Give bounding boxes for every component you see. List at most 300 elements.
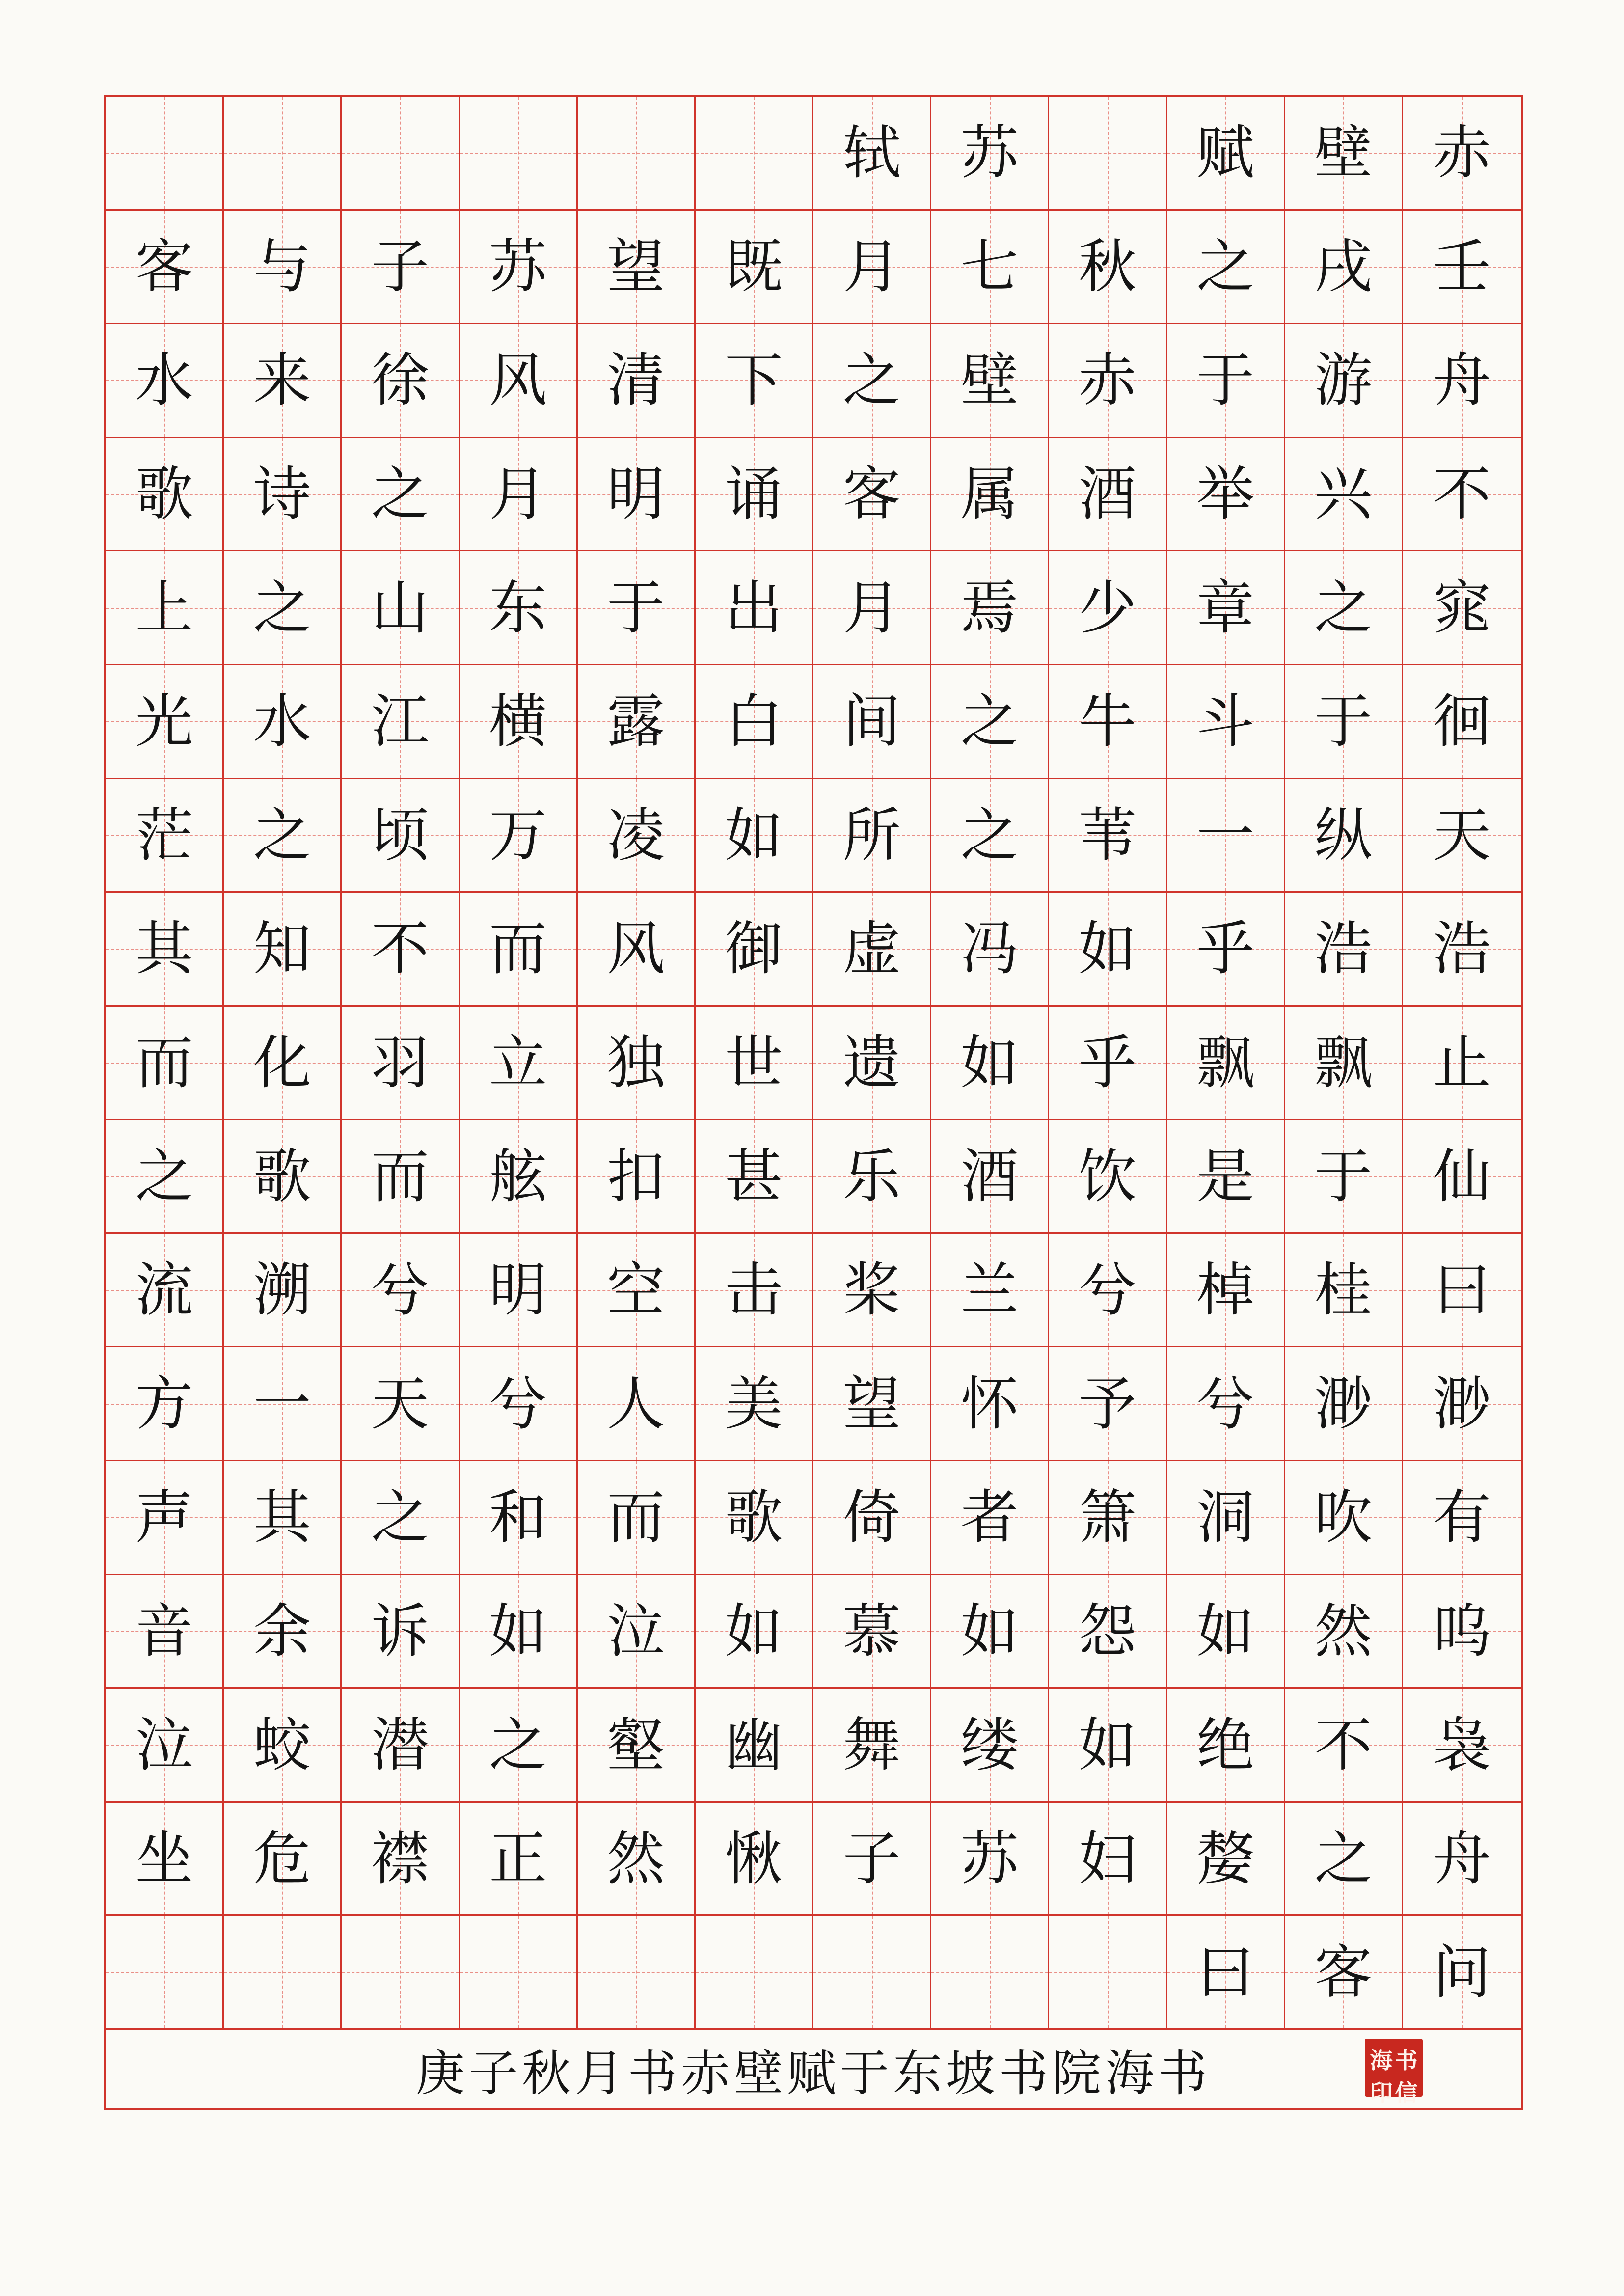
grid-cell bbox=[931, 893, 1049, 1007]
seal-char: 书 bbox=[1395, 2047, 1418, 2074]
grid-cell bbox=[1049, 1007, 1167, 1121]
grid-cell bbox=[578, 1007, 696, 1121]
character: 客 bbox=[135, 232, 193, 301]
character: 溯 bbox=[253, 1256, 311, 1324]
grid-cell bbox=[1403, 1689, 1521, 1803]
grid-cell bbox=[1167, 779, 1285, 893]
character: 洞 bbox=[1196, 1483, 1255, 1552]
grid-cell bbox=[1049, 97, 1167, 211]
grid-cell bbox=[342, 1234, 460, 1348]
character: 渺 bbox=[1314, 1369, 1373, 1438]
grid-cell bbox=[1167, 665, 1285, 779]
grid-cell bbox=[460, 1461, 578, 1575]
grid-cell bbox=[696, 1575, 813, 1689]
grid-cell bbox=[1049, 211, 1167, 325]
character: 泣 bbox=[135, 1711, 193, 1779]
grid-cell bbox=[931, 1120, 1049, 1234]
grid-cell bbox=[813, 97, 931, 211]
character: 正 bbox=[489, 1825, 547, 1893]
character: 余 bbox=[253, 1597, 311, 1665]
character: 于 bbox=[607, 574, 665, 642]
character: 苏 bbox=[960, 1825, 1019, 1893]
character: 而 bbox=[371, 1142, 429, 1210]
character: 斗 bbox=[1196, 687, 1255, 756]
character: 曰 bbox=[1196, 1938, 1255, 2006]
grid-cell bbox=[224, 1575, 342, 1689]
grid-cell bbox=[696, 1007, 813, 1121]
grid-cell bbox=[460, 211, 578, 325]
grid-cell bbox=[224, 1803, 342, 1916]
grid-cell bbox=[106, 779, 224, 893]
character: 人 bbox=[607, 1369, 665, 1438]
grid-cell bbox=[1167, 1007, 1285, 1121]
grid-cell bbox=[1049, 1916, 1167, 2030]
grid-cell bbox=[1049, 324, 1167, 438]
grid-cell bbox=[1049, 893, 1167, 1007]
grid-cell bbox=[1285, 1347, 1403, 1461]
grid-cell bbox=[1403, 1575, 1521, 1689]
character: 冯 bbox=[960, 915, 1019, 983]
character: 乎 bbox=[1196, 915, 1255, 983]
grid-cell bbox=[813, 324, 931, 438]
character: 绝 bbox=[1196, 1711, 1255, 1779]
character: 襟 bbox=[371, 1825, 429, 1893]
grid-cell bbox=[224, 893, 342, 1007]
grid-cell bbox=[578, 1234, 696, 1348]
seal-char: 信 bbox=[1395, 2079, 1418, 2106]
inscription-row bbox=[106, 2030, 1521, 2108]
character: 于 bbox=[1314, 1142, 1373, 1210]
grid-cell bbox=[460, 1575, 578, 1689]
character: 缕 bbox=[960, 1711, 1019, 1779]
character: 如 bbox=[725, 801, 783, 869]
character: 桨 bbox=[842, 1256, 901, 1324]
grid-cell bbox=[224, 1347, 342, 1461]
character: 妇 bbox=[1078, 1825, 1137, 1893]
grid-cell bbox=[1403, 1120, 1521, 1234]
character: 潜 bbox=[371, 1711, 429, 1779]
character: 而 bbox=[607, 1483, 665, 1552]
character: 箫 bbox=[1078, 1483, 1137, 1552]
character: 倚 bbox=[842, 1483, 901, 1552]
character: 之 bbox=[253, 574, 311, 642]
grid-cell bbox=[106, 324, 224, 438]
grid-cell bbox=[1049, 551, 1167, 665]
grid-cell bbox=[1167, 1347, 1285, 1461]
grid-cell bbox=[931, 1689, 1049, 1803]
grid-cell bbox=[224, 1461, 342, 1575]
grid-cell bbox=[813, 1120, 931, 1234]
grid-cell bbox=[578, 1575, 696, 1689]
grid-cell bbox=[1285, 1461, 1403, 1575]
character: 而 bbox=[489, 915, 547, 983]
character: 蛟 bbox=[253, 1711, 311, 1779]
character: 如 bbox=[960, 1597, 1019, 1665]
grid-cell bbox=[931, 1347, 1049, 1461]
character: 兮 bbox=[371, 1256, 429, 1324]
grid-cell bbox=[696, 1347, 813, 1461]
character: 独 bbox=[607, 1028, 665, 1096]
character: 天 bbox=[1433, 801, 1491, 869]
grid-cell bbox=[342, 97, 460, 211]
grid-cell bbox=[1403, 665, 1521, 779]
seal-char: 海 bbox=[1370, 2047, 1393, 2074]
grid-cell bbox=[813, 1461, 931, 1575]
grid-cell bbox=[1049, 1803, 1167, 1916]
grid-cell bbox=[224, 1120, 342, 1234]
grid-cell bbox=[224, 97, 342, 211]
grid-cell bbox=[106, 1575, 224, 1689]
character: 之 bbox=[960, 801, 1019, 869]
character: 舟 bbox=[1433, 346, 1491, 414]
character: 凌 bbox=[607, 801, 665, 869]
character: 焉 bbox=[960, 574, 1019, 642]
grid-cell bbox=[224, 1916, 342, 2030]
character: 舟 bbox=[1433, 1825, 1491, 1893]
character: 浩 bbox=[1314, 915, 1373, 983]
character: 江 bbox=[371, 687, 429, 756]
character: 苇 bbox=[1078, 801, 1137, 869]
grid-cell bbox=[931, 1575, 1049, 1689]
character: 赋 bbox=[1196, 119, 1255, 187]
character: 之 bbox=[489, 1711, 547, 1779]
character: 秋 bbox=[1078, 232, 1137, 301]
character: 之 bbox=[135, 1142, 193, 1210]
character: 流 bbox=[135, 1256, 193, 1324]
grid-cell bbox=[1049, 1575, 1167, 1689]
grid-cell bbox=[1403, 1916, 1521, 2030]
character: 怨 bbox=[1078, 1597, 1137, 1665]
grid-cell bbox=[342, 665, 460, 779]
character: 乐 bbox=[842, 1142, 901, 1210]
grid-cell bbox=[224, 1689, 342, 1803]
grid-cell bbox=[578, 1803, 696, 1916]
grid-cell bbox=[1049, 1689, 1167, 1803]
grid-cell bbox=[460, 893, 578, 1007]
character: 兴 bbox=[1314, 460, 1373, 528]
grid-cell bbox=[1167, 893, 1285, 1007]
grid-cell bbox=[224, 1007, 342, 1121]
grid-cell bbox=[1049, 438, 1167, 552]
grid-cell bbox=[460, 779, 578, 893]
character: 所 bbox=[842, 801, 901, 869]
character: 甚 bbox=[725, 1142, 783, 1210]
character: 赤 bbox=[1078, 346, 1137, 414]
red-seal-stamp bbox=[1365, 2039, 1423, 2106]
character: 客 bbox=[842, 460, 901, 528]
character: 危 bbox=[253, 1825, 311, 1893]
grid-cell bbox=[813, 1234, 931, 1348]
character: 问 bbox=[1433, 1938, 1491, 2006]
grid-cell bbox=[931, 1234, 1049, 1348]
character: 赤 bbox=[1433, 119, 1491, 187]
grid-cell bbox=[1167, 1120, 1285, 1234]
grid-cell bbox=[1403, 893, 1521, 1007]
character: 壁 bbox=[1314, 119, 1373, 187]
character: 子 bbox=[371, 232, 429, 301]
character: 慕 bbox=[842, 1597, 901, 1665]
grid-cell bbox=[1403, 438, 1521, 552]
grid-cell bbox=[696, 1120, 813, 1234]
grid-cell bbox=[931, 438, 1049, 552]
grid-cell bbox=[342, 438, 460, 552]
grid-cell bbox=[813, 438, 931, 552]
character: 章 bbox=[1196, 574, 1255, 642]
character: 饮 bbox=[1078, 1142, 1137, 1210]
character: 之 bbox=[371, 460, 429, 528]
grid-cell bbox=[931, 97, 1049, 211]
grid-cell bbox=[1049, 665, 1167, 779]
character: 舞 bbox=[842, 1711, 901, 1779]
character: 羽 bbox=[371, 1028, 429, 1096]
grid-cell bbox=[696, 1689, 813, 1803]
grid-cell bbox=[813, 1007, 931, 1121]
grid-cell bbox=[224, 1234, 342, 1348]
grid-cell bbox=[460, 1916, 578, 2030]
grid-cell bbox=[460, 1234, 578, 1348]
grid-cell bbox=[106, 893, 224, 1007]
character: 乎 bbox=[1078, 1028, 1137, 1096]
character: 其 bbox=[135, 915, 193, 983]
character: 月 bbox=[842, 232, 901, 301]
character: 击 bbox=[725, 1256, 783, 1324]
character: 露 bbox=[607, 687, 665, 756]
character: 化 bbox=[253, 1028, 311, 1096]
character: 嫠 bbox=[1196, 1825, 1255, 1893]
grid-cell bbox=[106, 438, 224, 552]
grid-cell bbox=[813, 1803, 931, 1916]
grid-cell bbox=[460, 324, 578, 438]
grid-cell bbox=[1167, 1461, 1285, 1575]
grid-cell bbox=[342, 1347, 460, 1461]
grid-cell bbox=[1167, 1234, 1285, 1348]
grid-cell bbox=[1167, 1803, 1285, 1916]
character: 月 bbox=[489, 460, 547, 528]
grid-cell bbox=[1049, 1347, 1167, 1461]
grid-cell bbox=[696, 1461, 813, 1575]
character: 徐 bbox=[371, 346, 429, 414]
character: 止 bbox=[1433, 1028, 1491, 1096]
character: 如 bbox=[1078, 1711, 1137, 1779]
grid-cell bbox=[342, 551, 460, 665]
character: 而 bbox=[135, 1028, 193, 1096]
grid-cell bbox=[696, 665, 813, 779]
grid-cell bbox=[1167, 211, 1285, 325]
grid-cell bbox=[342, 1575, 460, 1689]
grid-cell bbox=[106, 1007, 224, 1121]
grid-cell bbox=[224, 665, 342, 779]
character: 桂 bbox=[1314, 1256, 1373, 1324]
character: 七 bbox=[960, 232, 1019, 301]
character: 酒 bbox=[1078, 460, 1137, 528]
grid-cell bbox=[106, 665, 224, 779]
grid-cell bbox=[1285, 1575, 1403, 1689]
character: 如 bbox=[489, 1597, 547, 1665]
grid-cell bbox=[696, 893, 813, 1007]
character: 壑 bbox=[607, 1711, 665, 1779]
character: 顷 bbox=[371, 801, 429, 869]
character: 兮 bbox=[1078, 1256, 1137, 1324]
grid-cell bbox=[1167, 324, 1285, 438]
grid-cell bbox=[1403, 1347, 1521, 1461]
grid-cell bbox=[1403, 97, 1521, 211]
grid-cell bbox=[1285, 438, 1403, 552]
inscription-text: 庚子秋月书赤壁赋于东坡书院海书 bbox=[416, 2044, 1211, 2102]
grid-cell bbox=[578, 324, 696, 438]
grid-cell bbox=[460, 1803, 578, 1916]
grid-cell bbox=[224, 551, 342, 665]
seal-char: 印 bbox=[1370, 2079, 1393, 2106]
grid-cell bbox=[813, 665, 931, 779]
character: 歌 bbox=[253, 1142, 311, 1210]
character: 幽 bbox=[725, 1711, 783, 1779]
grid-cell bbox=[931, 1461, 1049, 1575]
character: 月 bbox=[842, 574, 901, 642]
character: 天 bbox=[371, 1369, 429, 1438]
grid-cell bbox=[460, 665, 578, 779]
grid-cell bbox=[1049, 779, 1167, 893]
character: 仙 bbox=[1433, 1142, 1491, 1210]
grid-cell bbox=[224, 779, 342, 893]
character: 者 bbox=[960, 1483, 1019, 1552]
character: 之 bbox=[371, 1483, 429, 1552]
grid-cell bbox=[1403, 1007, 1521, 1121]
character: 少 bbox=[1078, 574, 1137, 642]
grid-cell bbox=[1285, 1689, 1403, 1803]
character: 之 bbox=[1196, 232, 1255, 301]
grid-cell bbox=[106, 97, 224, 211]
grid-cell bbox=[578, 779, 696, 893]
grid-cell bbox=[931, 551, 1049, 665]
character: 与 bbox=[253, 232, 311, 301]
grid-cell bbox=[106, 1347, 224, 1461]
grid-cell bbox=[1403, 1234, 1521, 1348]
grid-cell bbox=[460, 1689, 578, 1803]
character: 客 bbox=[1314, 1938, 1373, 2006]
grid-cell bbox=[696, 1803, 813, 1916]
grid-cell bbox=[1049, 1461, 1167, 1575]
character: 然 bbox=[607, 1825, 665, 1893]
grid-cell bbox=[1403, 1803, 1521, 1916]
character: 水 bbox=[253, 687, 311, 756]
character: 予 bbox=[1078, 1369, 1137, 1438]
character: 愀 bbox=[725, 1825, 783, 1893]
grid-cell bbox=[813, 779, 931, 893]
character: 音 bbox=[135, 1597, 193, 1665]
character: 茫 bbox=[135, 801, 193, 869]
character: 望 bbox=[607, 232, 665, 301]
character: 既 bbox=[725, 232, 783, 301]
grid-cell bbox=[460, 1007, 578, 1121]
character: 苏 bbox=[489, 232, 547, 301]
grid-cell bbox=[578, 665, 696, 779]
grid-cell bbox=[1285, 779, 1403, 893]
grid-cell bbox=[931, 665, 1049, 779]
grid-cell bbox=[224, 211, 342, 325]
grid-cell bbox=[1167, 1689, 1285, 1803]
character: 一 bbox=[1196, 801, 1255, 869]
character: 知 bbox=[253, 915, 311, 983]
character: 风 bbox=[607, 915, 665, 983]
grid-cell bbox=[1285, 893, 1403, 1007]
character: 御 bbox=[725, 915, 783, 983]
grid-cell bbox=[696, 324, 813, 438]
grid-cell bbox=[578, 551, 696, 665]
character: 来 bbox=[253, 346, 311, 414]
character: 坐 bbox=[135, 1825, 193, 1893]
character: 诵 bbox=[725, 460, 783, 528]
character: 诗 bbox=[253, 460, 311, 528]
character: 如 bbox=[1078, 915, 1137, 983]
grid-cell bbox=[578, 893, 696, 1007]
grid-cell bbox=[342, 1803, 460, 1916]
character: 水 bbox=[135, 346, 193, 414]
character: 酒 bbox=[960, 1142, 1019, 1210]
grid-cell bbox=[1167, 438, 1285, 552]
character: 牛 bbox=[1078, 687, 1137, 756]
grid-cell bbox=[224, 438, 342, 552]
character: 白 bbox=[725, 687, 783, 756]
grid-cell bbox=[1403, 211, 1521, 325]
character: 壁 bbox=[960, 346, 1019, 414]
grid-cell bbox=[696, 551, 813, 665]
character: 空 bbox=[607, 1256, 665, 1324]
grid-cell bbox=[1285, 1007, 1403, 1121]
grid-cell bbox=[578, 97, 696, 211]
grid-cell bbox=[931, 1007, 1049, 1121]
character: 如 bbox=[1196, 1597, 1255, 1665]
character: 扣 bbox=[607, 1142, 665, 1210]
grid-cell bbox=[1285, 324, 1403, 438]
character: 之 bbox=[960, 687, 1019, 756]
grid-cell bbox=[1049, 1234, 1167, 1348]
character: 下 bbox=[725, 346, 783, 414]
grid-cell bbox=[1285, 1916, 1403, 2030]
character: 子 bbox=[842, 1825, 901, 1893]
character: 轼 bbox=[842, 119, 901, 187]
character: 苏 bbox=[960, 119, 1019, 187]
character: 不 bbox=[1314, 1711, 1373, 1779]
grid-cell bbox=[460, 1120, 578, 1234]
grid-cell bbox=[696, 438, 813, 552]
character: 浩 bbox=[1433, 915, 1491, 983]
grid-cell bbox=[931, 779, 1049, 893]
character: 之 bbox=[1314, 1825, 1373, 1893]
grid-cell bbox=[931, 1916, 1049, 2030]
character: 其 bbox=[253, 1483, 311, 1552]
grid-cell bbox=[106, 1120, 224, 1234]
character: 举 bbox=[1196, 460, 1255, 528]
character: 光 bbox=[135, 687, 193, 756]
character: 望 bbox=[842, 1369, 901, 1438]
grid-cell bbox=[578, 1689, 696, 1803]
grid-cell bbox=[1167, 1575, 1285, 1689]
character: 清 bbox=[607, 346, 665, 414]
character: 于 bbox=[1196, 346, 1255, 414]
grid-cell bbox=[106, 1689, 224, 1803]
character: 戌 bbox=[1314, 232, 1373, 301]
grid-cell bbox=[106, 211, 224, 325]
grid-cell bbox=[106, 1803, 224, 1916]
grid-cell bbox=[813, 1916, 931, 2030]
character: 美 bbox=[725, 1369, 783, 1438]
grid-cell bbox=[813, 1575, 931, 1689]
grid-cell bbox=[578, 438, 696, 552]
character: 世 bbox=[725, 1028, 783, 1096]
grid-cell bbox=[342, 1120, 460, 1234]
character: 游 bbox=[1314, 346, 1373, 414]
character: 诉 bbox=[371, 1597, 429, 1665]
